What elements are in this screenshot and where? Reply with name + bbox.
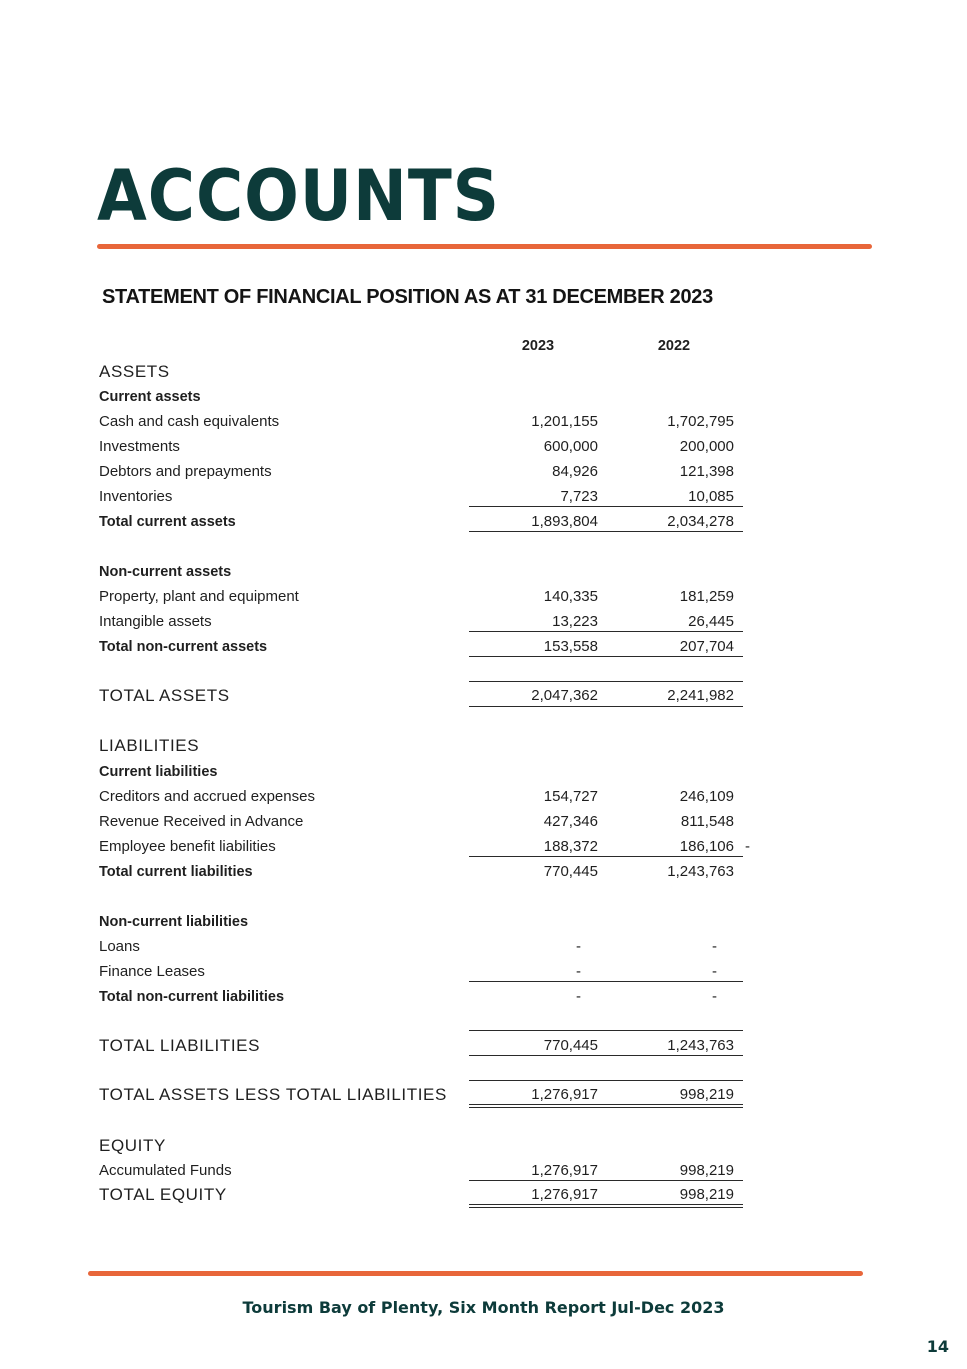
- value-2022: 1,702,795: [667, 413, 734, 430]
- row-label: Finance Leases: [99, 963, 205, 980]
- value-2023: 7,723: [560, 488, 598, 505]
- row-label: Loans: [99, 938, 140, 955]
- value-2022: -: [712, 963, 717, 980]
- value-2022: -: [712, 938, 717, 955]
- row-label: TOTAL LIABILITIES: [99, 1036, 261, 1055]
- value-2022: 998,219: [679, 1086, 734, 1103]
- double-rule: [469, 1104, 743, 1105]
- table-row: [0, 411, 967, 435]
- column-header-2022: 2022: [657, 338, 691, 354]
- row-label: Total current assets: [99, 514, 236, 530]
- page-title: ACCOUNTS: [97, 155, 500, 237]
- header-divider: [97, 244, 872, 249]
- total-rule: [469, 681, 743, 682]
- value-2022: 2,034,278: [667, 513, 734, 530]
- value-2022: 1,243,763: [667, 863, 734, 880]
- value-2022: 181,259: [679, 588, 734, 605]
- statement-heading: STATEMENT OF FINANCIAL POSITION AS AT 31 DECEMBER 2023: [102, 286, 713, 308]
- table-row: [0, 436, 967, 460]
- value-2022: 186,106: [679, 838, 734, 855]
- table-row: [0, 811, 967, 835]
- value-2023: -: [576, 938, 581, 955]
- total-rule: [469, 1080, 743, 1081]
- row-label: Revenue Received in Advance: [99, 813, 304, 830]
- value-2022: 207,704: [679, 638, 734, 655]
- footer-divider: [88, 1271, 863, 1276]
- value-2023: 140,335: [543, 588, 598, 605]
- row-label: Intangible assets: [99, 613, 212, 630]
- column-header-2023: 2023: [521, 338, 555, 354]
- total-rule: [469, 706, 743, 707]
- value-2022: 998,219: [679, 1186, 734, 1203]
- double-rule: [469, 1107, 743, 1108]
- row-label: Cash and cash equivalents: [99, 413, 280, 430]
- row-label: Property, plant and equipment: [99, 588, 299, 605]
- value-2023: 153,558: [543, 638, 598, 655]
- section-heading: ASSETS: [99, 362, 170, 381]
- value-2023: 1,201,155: [531, 413, 598, 430]
- current-liabilities-heading-row: [0, 761, 967, 785]
- value-2023: 427,346: [543, 813, 598, 830]
- subtotal-rule: [469, 631, 743, 632]
- row-label: Total current liabilities: [99, 864, 253, 880]
- footer-text: Tourism Bay of Plenty, Six Month Report Jul-Dec 2023: [242, 1298, 725, 1317]
- value-2023: 1,276,917: [531, 1186, 598, 1203]
- value-2023: -: [576, 988, 581, 1005]
- row-label: Inventories: [99, 488, 173, 505]
- section-heading: EQUITY: [99, 1136, 166, 1155]
- value-2022: 1,243,763: [667, 1037, 734, 1054]
- value-2023: 1,893,804: [531, 513, 598, 530]
- value-2023: 188,372: [543, 838, 598, 855]
- subtotal-rule: [469, 506, 743, 507]
- subsection-heading: Non-current assets: [99, 564, 232, 580]
- value-2023: 770,445: [543, 1037, 598, 1054]
- value-2022: -: [712, 988, 717, 1005]
- table-row: [0, 786, 967, 810]
- row-label: Total non-current liabilities: [99, 989, 285, 1005]
- value-2022: 121,398: [679, 463, 734, 480]
- value-2022: 811,548: [680, 813, 734, 830]
- value-2023: -: [576, 963, 581, 980]
- value-2023: 13,223: [552, 613, 598, 630]
- double-rule: [469, 1204, 743, 1205]
- row-label: Accumulated Funds: [99, 1162, 232, 1179]
- row-label: TOTAL ASSETS LESS TOTAL LIABILITIES: [99, 1085, 447, 1104]
- value-2023: 2,047,362: [531, 687, 598, 704]
- row-label: Total non-current assets: [99, 639, 268, 655]
- value-2022: 2,241,982: [667, 687, 734, 704]
- value-2023: 84,926: [552, 463, 598, 480]
- stray-dash: -: [745, 838, 750, 855]
- value-2023: 770,445: [543, 863, 598, 880]
- total-row: [0, 986, 967, 1010]
- current-assets-heading-row: [0, 386, 967, 410]
- subtotal-rule: [469, 856, 743, 857]
- row-label: TOTAL ASSETS: [99, 686, 230, 705]
- subsection-heading: Current assets: [99, 389, 201, 405]
- assets-heading-row: [0, 361, 967, 385]
- double-rule: [469, 1207, 743, 1208]
- liabilities-heading-row: [0, 735, 967, 759]
- row-label: Investments: [99, 438, 180, 455]
- value-2023: 154,727: [543, 788, 598, 805]
- value-2023: 1,276,917: [531, 1086, 598, 1103]
- section-heading: LIABILITIES: [99, 736, 200, 755]
- subtotal-rule: [469, 981, 743, 982]
- row-label: Debtors and prepayments: [99, 463, 272, 480]
- row-label: Creditors and accrued expenses: [99, 788, 315, 805]
- table-row: [0, 586, 967, 610]
- row-label: TOTAL EQUITY: [99, 1185, 227, 1204]
- total-rule: [469, 1030, 743, 1031]
- non-current-liabilities-heading-row: [0, 911, 967, 935]
- value-2022: 998,219: [679, 1162, 734, 1179]
- non-current-assets-heading-row: [0, 561, 967, 585]
- row-label: Employee benefit liabilities: [99, 838, 276, 855]
- total-rule: [469, 1055, 743, 1056]
- total-rule: [469, 531, 743, 532]
- subsection-heading: Current liabilities: [99, 764, 218, 780]
- value-2022: 200,000: [679, 438, 734, 455]
- table-row: [0, 461, 967, 485]
- total-rule: [469, 656, 743, 657]
- subsection-heading: Non-current liabilities: [99, 914, 249, 930]
- subtotal-rule: [469, 1180, 743, 1181]
- value-2022: 26,445: [688, 613, 734, 630]
- value-2023: 600,000: [543, 438, 598, 455]
- total-row: [0, 861, 967, 885]
- equity-heading-row: [0, 1135, 967, 1159]
- value-2022: 246,109: [679, 788, 734, 805]
- table-row: [0, 936, 967, 960]
- value-2023: 1,276,917: [531, 1162, 598, 1179]
- page-number: 14: [926, 1337, 949, 1356]
- value-2022: 10,085: [688, 488, 734, 505]
